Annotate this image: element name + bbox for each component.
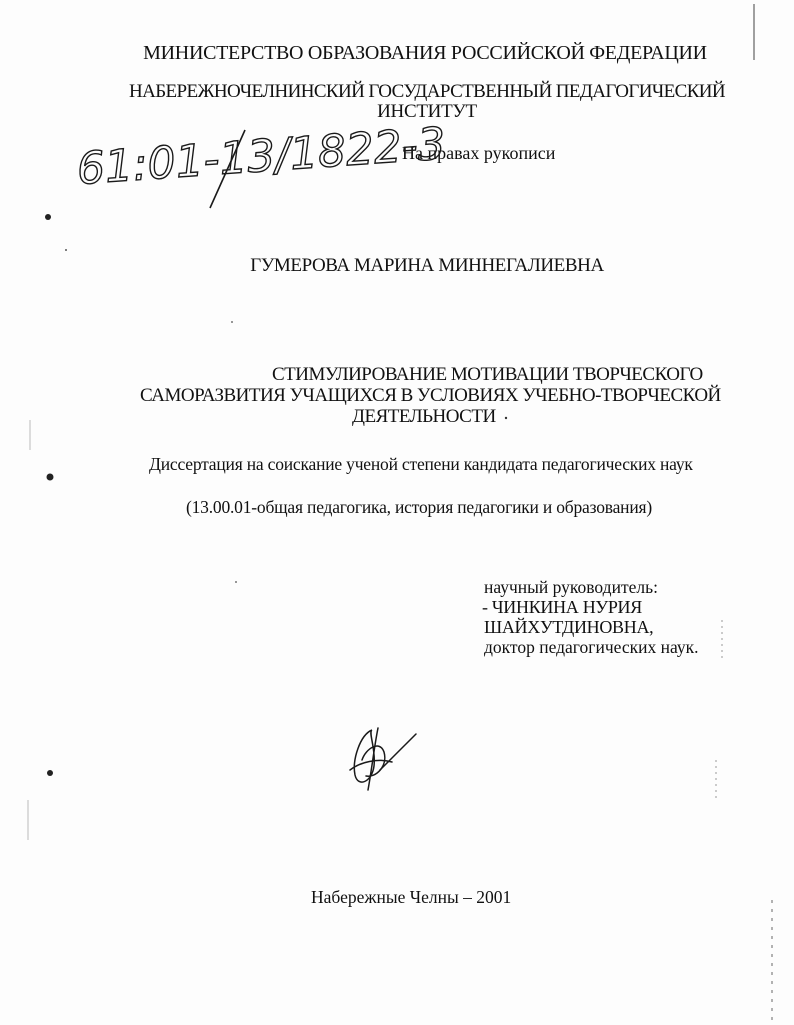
speck [235,581,237,583]
specialty-code: (13.00.01-общая педагогика, история педагогики и образования) [186,497,652,517]
institute-heading-line2: ИНСТИТУТ [377,101,477,122]
dissertation-statement: Диссертация на соискание ученой степени кандидата педагогических наук [149,454,693,474]
title-line1: СТИМУЛИРОВАНИЕ МОТИВАЦИИ ТВОРЧЕСКОГО [272,364,703,385]
author-name: ГУМЕРОВА МАРИНА МИННЕГАЛИЕВНА [250,255,604,276]
supervisor-degree: доктор педагогических наук. [484,637,699,657]
speck [231,321,233,323]
supervisor-name-line1: - ЧИНКИНА НУРИЯ [482,597,642,617]
speck [65,249,67,251]
margin-dot [45,214,51,220]
rights-note: На правах рукописи [402,143,556,163]
margin-dot [47,770,53,776]
institute-heading-line1: НАБЕРЕЖНОЧЕЛНИНСКИЙ ГОСУДАРСТВЕННЫЙ ПЕДАГОГИЧЕСКИЙ [128,81,726,102]
margin-dot [47,474,54,481]
ministry-heading: МИНИСТЕРСТВО ОБРАЗОВАНИЯ РОССИЙСКОЙ ФЕДЕРАЦИИ [143,42,707,64]
handwritten-code: 61:01-13/1822-3 [75,118,448,195]
title-line2: САМОРАЗВИТИЯ УЧАЩИХСЯ В УСЛОВИЯХ УЧЕБНО-ТВОРЧЕСКОЙ [140,385,721,406]
signature [350,728,416,790]
title-line3: ДЕЯТЕЛЬНОСТИ [352,406,496,427]
supervisor-label: научный руководитель: [484,577,658,597]
place-year: Набережные Челны – 2001 [311,887,512,907]
speck [505,417,507,419]
supervisor-name-line2: ШАЙХУТДИНОВНА, [484,617,654,637]
